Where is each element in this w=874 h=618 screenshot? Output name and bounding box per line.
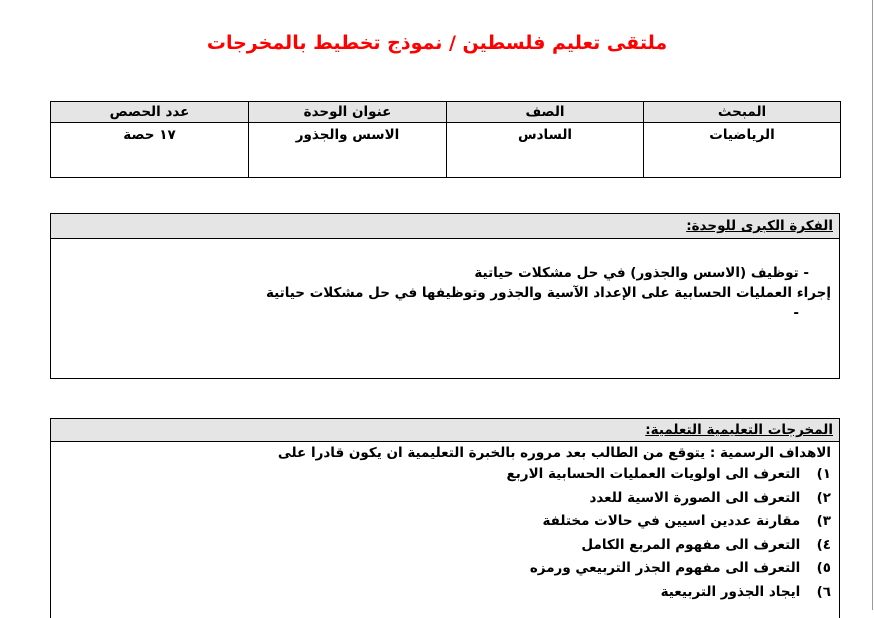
item-text: التعرف الى الصورة الاسية للعدد	[589, 489, 801, 506]
header-subject: المبحث	[644, 102, 841, 123]
item-text: ايجاد الجذور التربيعية	[660, 583, 801, 600]
list-item	[51, 581, 831, 605]
cell-unit-title: الاسس والجذور	[249, 123, 447, 178]
list-item	[51, 534, 831, 558]
header-grade: الصف	[447, 102, 644, 123]
item-number: ٢)	[816, 489, 831, 506]
big-idea-heading: الفكرة الكبرى للوحدة:	[51, 214, 839, 239]
item-text: التعرف الى اولويات العمليات الحسابية الاربع	[506, 466, 801, 482]
table-header-row	[51, 102, 841, 123]
cell-grade: السادس	[447, 123, 644, 178]
unit-info-table	[50, 101, 841, 178]
item-number: ٦)	[816, 583, 831, 600]
outcomes-heading: المخرجات التعليمية التعلمية:	[51, 419, 839, 442]
learning-outcomes-section	[50, 418, 840, 618]
big-idea-line: - توظيف (الاسس والجذور) في حل مشكلات حياتية	[474, 265, 809, 281]
table-row	[51, 123, 841, 178]
list-item	[51, 557, 831, 581]
header-lesson-count: عدد الحصص	[51, 102, 249, 123]
cell-subject: الرياضيات	[644, 123, 841, 178]
list-item	[51, 463, 831, 487]
item-number: ٥)	[816, 560, 831, 576]
item-text: التعرف الى مفهوم الجذر التربيعي ورمزه	[529, 560, 801, 576]
header-unit-title: عنوان الوحدة	[249, 102, 447, 123]
big-idea-line: إجراء العمليات الحسابية على الإعداد الآسية والجذور وتوظيفها في حل مشكلات حياتية	[265, 285, 831, 301]
item-text: التعرف الى مفهوم المربع الكامل	[581, 536, 801, 553]
list-item	[51, 510, 831, 534]
outcomes-intro: الاهداف الرسمية : يتوقع من الطالب بعد مروره بالخبرة التعليمية ان يكون قادرا على	[277, 445, 831, 461]
item-number: ٤)	[816, 536, 831, 553]
page-title: ملتقى تعليم فلسطين / نموذج تخطيط بالمخرجات	[206, 32, 668, 54]
outcomes-body	[51, 442, 839, 604]
big-idea-line: -	[793, 305, 799, 321]
list-item	[51, 487, 831, 511]
item-text: مقارنة عددين اسيين في حالات مختلفة	[542, 513, 801, 529]
big-idea-section	[50, 213, 840, 379]
item-number: ٣)	[816, 513, 831, 529]
big-idea-body	[51, 239, 839, 323]
item-number: ١)	[816, 466, 831, 482]
cell-lesson-count: ١٧ حصة	[51, 123, 249, 178]
